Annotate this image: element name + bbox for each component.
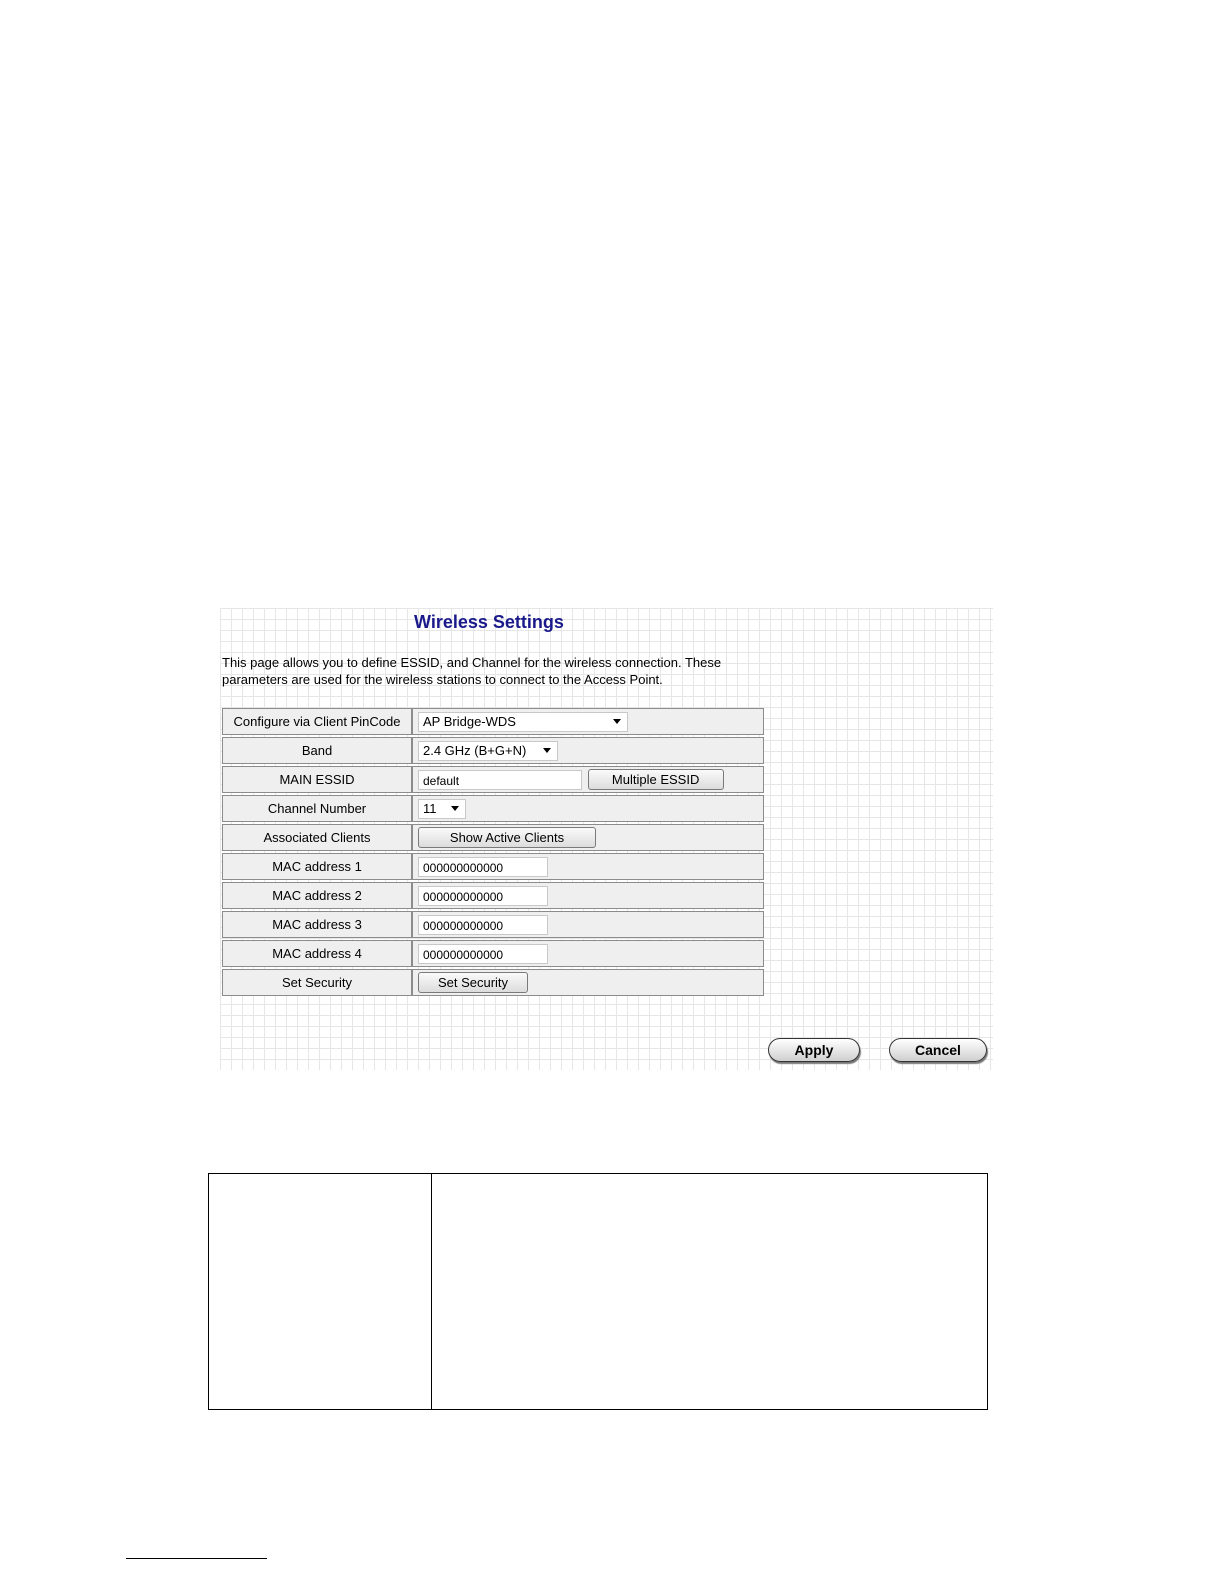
essid-label: MAIN ESSID	[222, 766, 412, 793]
mac1-input[interactable]: 000000000000	[418, 857, 548, 877]
settings-table	[222, 706, 764, 998]
essid-input[interactable]: default	[418, 770, 582, 790]
mode-select[interactable]	[418, 712, 628, 732]
description-table	[208, 1173, 988, 1410]
table-row	[222, 824, 764, 851]
band-label: Band	[222, 737, 412, 764]
table-row	[222, 708, 764, 735]
channel-select-value: 11	[423, 801, 437, 816]
chevron-down-icon	[543, 748, 551, 753]
multiple-essid-button[interactable]: Multiple ESSID	[588, 769, 724, 790]
chevron-down-icon	[451, 806, 459, 811]
mac2-label: MAC address 2	[222, 882, 412, 909]
wireless-settings-panel	[220, 608, 993, 1070]
show-active-clients-button[interactable]: Show Active Clients	[418, 827, 596, 848]
mac4-label: MAC address 4	[222, 940, 412, 967]
mac2-input[interactable]: 000000000000	[418, 886, 548, 906]
mac4-input[interactable]: 000000000000	[418, 944, 548, 964]
clients-label: Associated Clients	[222, 824, 412, 851]
band-select-value: 2.4 GHz (B+G+N)	[423, 743, 527, 758]
apply-button[interactable]: Apply	[768, 1038, 860, 1062]
table-row	[222, 940, 764, 967]
band-select[interactable]	[418, 741, 558, 761]
mode-select-value: AP Bridge-WDS	[423, 714, 516, 729]
page-description: This page allows you to define ESSID, and Channel for the wireless connection. These parameters are used for the wireless stations to connect to the Access Point.	[222, 655, 722, 687]
cancel-button[interactable]: Cancel	[889, 1038, 987, 1062]
mac3-label: MAC address 3	[222, 911, 412, 938]
channel-select[interactable]	[418, 799, 466, 819]
table-divider	[431, 1174, 432, 1409]
mode-label: Configure via Client PinCode	[222, 708, 412, 735]
channel-label: Channel Number	[222, 795, 412, 822]
security-label: Set Security	[222, 969, 412, 996]
table-row	[222, 969, 764, 996]
table-row	[222, 737, 764, 764]
table-row	[222, 795, 764, 822]
page-title: Wireless Settings	[414, 612, 564, 632]
set-security-button[interactable]: Set Security	[418, 972, 528, 993]
table-row	[222, 766, 764, 793]
mac1-label: MAC address 1	[222, 853, 412, 880]
mac3-input[interactable]: 000000000000	[418, 915, 548, 935]
table-row	[222, 882, 764, 909]
chevron-down-icon	[613, 719, 621, 724]
table-row	[222, 911, 764, 938]
table-row	[222, 853, 764, 880]
footer-link-underline	[126, 1558, 267, 1559]
